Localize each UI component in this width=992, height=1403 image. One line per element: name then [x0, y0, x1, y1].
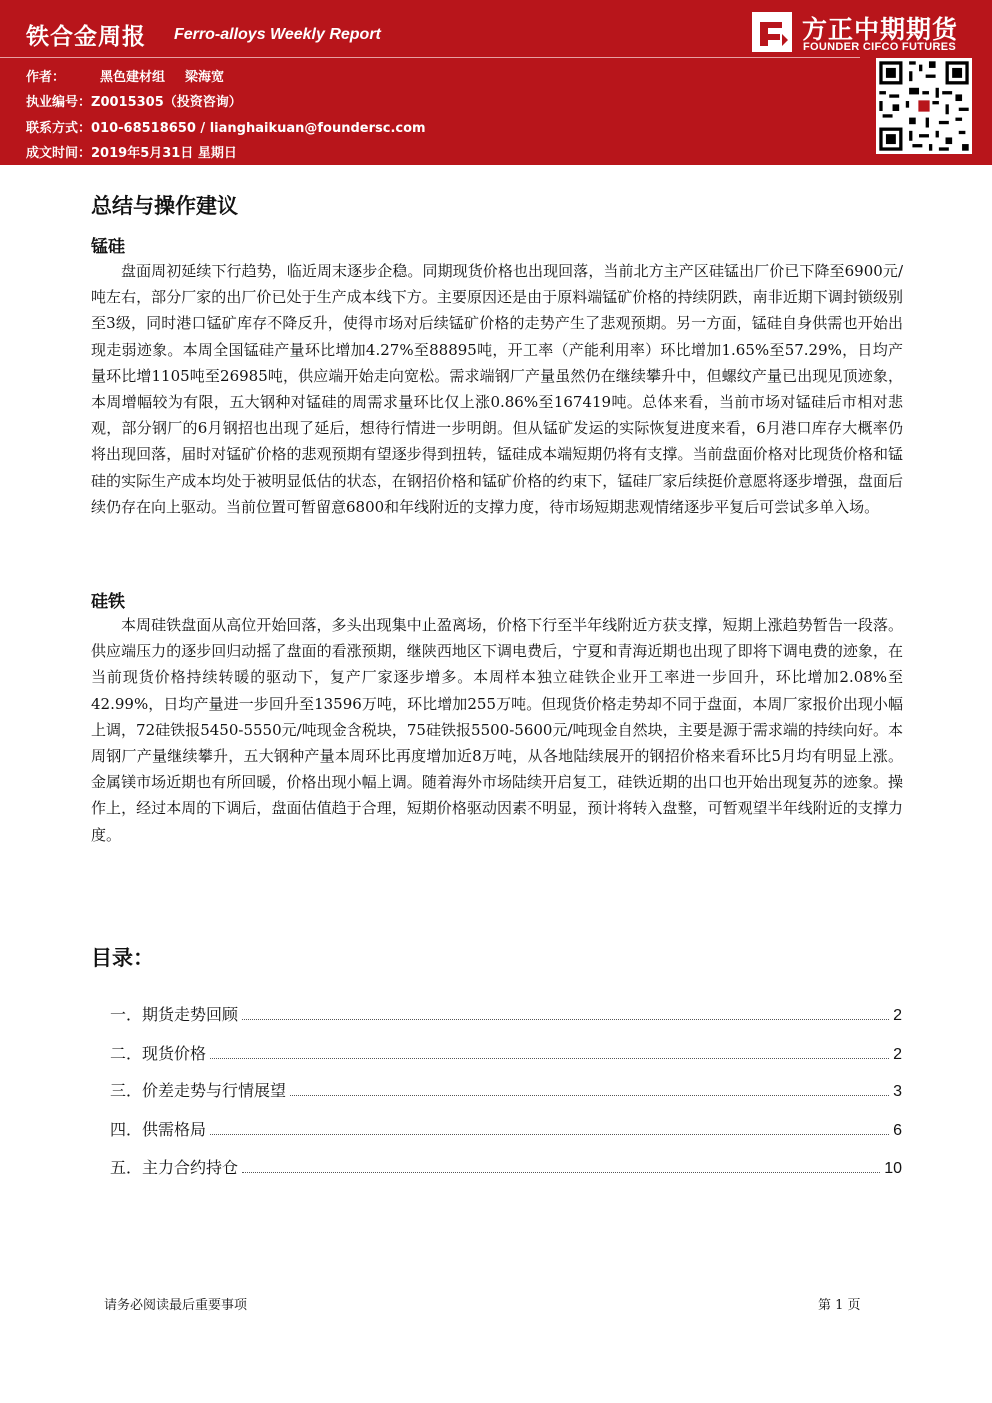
meta-value: 2019年5月31日 星期日	[91, 146, 237, 161]
meta-value-2: 梁海宽	[185, 70, 225, 85]
toc-item-page: 6	[893, 1122, 902, 1139]
qr-code-icon	[876, 58, 972, 154]
toc-item-page: 10	[884, 1160, 902, 1177]
report-header	[0, 0, 992, 165]
footer-page-number: 第 1 页	[818, 1298, 861, 1313]
toc-item-label: 一．期货走势回顾	[110, 1005, 239, 1024]
meta-value: 黑色建材组	[100, 70, 166, 85]
meta-label: 执业编号：	[26, 95, 92, 110]
toc-item-label: 二．现货价格	[110, 1044, 207, 1063]
meta-value: Z0015305（投资咨询）	[91, 95, 242, 110]
footer-notice: 请务必阅读最后重要事项	[104, 1298, 248, 1313]
meta-label: 作者：	[26, 70, 66, 85]
toc-item-page: 3	[893, 1083, 902, 1100]
toc-item-label: 五．主力合约持仓	[110, 1158, 239, 1177]
report-title: 铁合金周报	[26, 24, 146, 50]
meta-license	[26, 91, 242, 110]
meta-value: 010-68518650 / lianghaikuan@foundersc.com	[91, 121, 426, 136]
toc-title: 目录：	[91, 946, 154, 970]
summary-heading: 总结与操作建议	[91, 194, 238, 218]
toc-leader	[210, 1058, 889, 1059]
toc-leader	[210, 1134, 889, 1135]
section-text-mnsi: 盘面周初延续下行趋势，临近周末逐步企稳。同期现货价格也出现回落，当前北方主产区硅锰出厂价已下降至6900元/吨左右，部分厂家的出厂价已处于生产成本线下方。主要原因还是由于原料端锰矿价格的持续阴跌，南非近期下调封锁级别至3级，同时港口锰矿库存不降反升，使得市场对后续锰矿价格的走势产生了悲观预期。另一方面，锰硅自身供需也开始出现走弱迹象。本周全国锰硅产量环比增加4.27%至88895吨，开工率（产能利用率）环比增加1.65%至57.29%，日均产量环比增1105吨至26985吨，供应端开始走向宽松。需求端钢厂产量虽然仍在继续攀升中，但螺纹产量已出现见顶迹象，本周增幅较为有限，五大钢种对锰硅的周需求量环比仅上涨0.86%至167419吨。总体来看，当前市场对锰硅后市相对悲观，部分钢厂的6月钢招也出现了延后，想待行情进一步明朗。但从锰矿发运的实际恢复进度来看，6月港口库存大概率仍将出现回落，届时对锰矿价格的悲观预期有望逐步得到扭转，锰硅成本端短期仍将有支撑。当前盘面价格对比现货价格和锰硅的实际生产成本均处于被明显低估的状态，在钢招价格和锰矿价格的约束下，锰硅厂家后续挺价意愿将逐步增强，盘面后续仍存在向上驱动。当前位置可暂留意6800和年线附近的支撑力度，待市场短期悲观情绪逐步平复后可尝试多单入场。	[91, 262, 903, 516]
meta-label: 联系方式：	[26, 121, 92, 136]
report-subtitle: Ferro-alloys Weekly Report	[174, 26, 381, 43]
meta-author	[26, 66, 224, 85]
toc-item[interactable]	[110, 1040, 902, 1064]
logo-text-en: FOUNDER CIFCO FUTURES	[803, 41, 956, 53]
section-title-fesi: 硅铁	[91, 592, 125, 612]
meta-date	[26, 142, 237, 161]
toc-item-page: 2	[893, 1007, 902, 1024]
toc-item-page: 2	[893, 1046, 902, 1063]
toc-leader	[242, 1172, 880, 1173]
meta-contact	[26, 117, 426, 136]
toc-item-label: 三．价差走势与行情展望	[110, 1081, 287, 1100]
toc-item-label: 四．供需格局	[110, 1120, 207, 1139]
toc-item[interactable]	[110, 1001, 902, 1025]
toc-item[interactable]	[110, 1116, 902, 1140]
section-title-mnsi: 锰硅	[91, 237, 125, 257]
header-divider	[0, 57, 860, 58]
toc-leader	[242, 1019, 889, 1020]
logo-mark-icon	[752, 12, 792, 52]
company-logo	[752, 8, 978, 56]
toc-item[interactable]	[110, 1154, 902, 1178]
section-text-fesi: 本周硅铁盘面从高位开始回落，多头出现集中止盈离场，价格下行至半年线附近方获支撑，短期上涨趋势暂告一段落。供应端压力的逐步回归动摇了盘面的看涨预期，继陕西地区下调电费后，宁夏和青海近期也出现了即将下调电费的迹象，在当前现货价格持续转暖的驱动下，复产厂家逐步增多。本周样本独立硅铁企业开工率进一步回升，环比增加2.08%至42.99%，日均产量进一步回升至13596万吨，环比增加255万吨。但现货价格走势却不同于盘面，本周厂家报价出现小幅上调，72硅铁报5450-5550元/吨现金含税块，75硅铁报5500-5600元/吨现金自然块，主要是源于需求端的持续向好。本周钢厂产量继续攀升，五大钢种产量本周环比再度增加近8万吨，从各地陆续展开的钢招价格来看环比5月均有明显上涨。金属镁市场近期也有所回暖，价格出现小幅上调。随着海外市场陆续开启复工，硅铁近期的出口也开始出现复苏的迹象。操作上，经过本周的下调后，盘面估值趋于合理，短期价格驱动因素不明显，预计将转入盘整，可暂观望半年线附近的支撑力度。	[91, 616, 903, 844]
logo-text-cn: 方正中期期货	[802, 15, 959, 44]
toc-item[interactable]	[110, 1077, 902, 1101]
toc-leader	[290, 1095, 889, 1096]
meta-label: 成文时间：	[26, 146, 92, 161]
